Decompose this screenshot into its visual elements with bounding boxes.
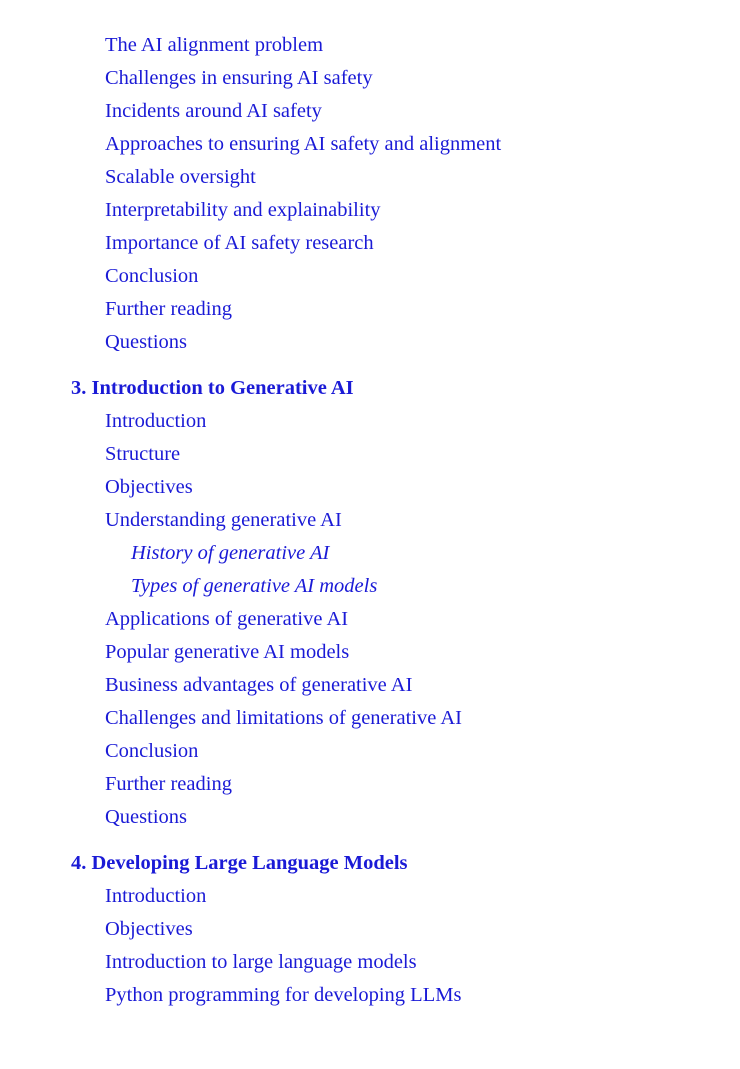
toc-section-link[interactable]: Incidents around AI safety xyxy=(105,100,322,122)
toc-section-link[interactable]: Questions xyxy=(105,806,187,828)
toc-section-link[interactable]: Further reading xyxy=(105,773,232,795)
toc-section-link[interactable]: Further reading xyxy=(105,298,232,320)
toc-section-link[interactable]: Challenges in ensuring AI safety xyxy=(105,67,373,89)
toc-section-link[interactable]: Applications of generative AI xyxy=(105,608,349,630)
toc-section-link[interactable]: Popular generative AI models xyxy=(105,641,350,663)
toc-section-link[interactable]: Importance of AI safety research xyxy=(105,232,374,254)
toc-section-link[interactable]: Scalable oversight xyxy=(105,166,256,188)
toc-section-link[interactable]: Understanding generative AI xyxy=(105,509,342,531)
toc-section-link[interactable]: Challenges and limitations of generative AI xyxy=(105,707,462,729)
toc-section-link[interactable]: Introduction xyxy=(105,885,207,907)
toc-section-link[interactable]: Introduction xyxy=(105,410,207,432)
toc-section-link[interactable]: Questions xyxy=(105,331,187,353)
toc-section-link[interactable]: Objectives xyxy=(105,918,193,940)
toc-section-link[interactable]: Interpretability and explainability xyxy=(105,199,381,221)
toc-subsection-link[interactable]: History of generative AI xyxy=(131,542,330,564)
toc-section-link[interactable]: Objectives xyxy=(105,476,193,498)
table-of-contents xyxy=(0,29,740,1012)
toc-section-link[interactable]: Approaches to ensuring AI safety and alignment xyxy=(105,133,502,155)
toc-chapter-link[interactable]: 4. Developing Large Language Models xyxy=(71,852,408,874)
toc-section-link[interactable]: Conclusion xyxy=(105,265,199,287)
toc-section-link[interactable]: Python programming for developing LLMs xyxy=(105,984,462,1006)
toc-section-link[interactable]: Conclusion xyxy=(105,740,199,762)
toc-subsection-link[interactable]: Types of generative AI models xyxy=(131,575,378,597)
toc-section-link[interactable]: Structure xyxy=(105,443,181,465)
toc-section-link[interactable]: The AI alignment problem xyxy=(105,34,324,56)
toc-chapter-link[interactable]: 3. Introduction to Generative AI xyxy=(71,377,354,399)
toc-section-link[interactable]: Business advantages of generative AI xyxy=(105,674,413,696)
toc-section-link[interactable]: Introduction to large language models xyxy=(105,951,417,973)
